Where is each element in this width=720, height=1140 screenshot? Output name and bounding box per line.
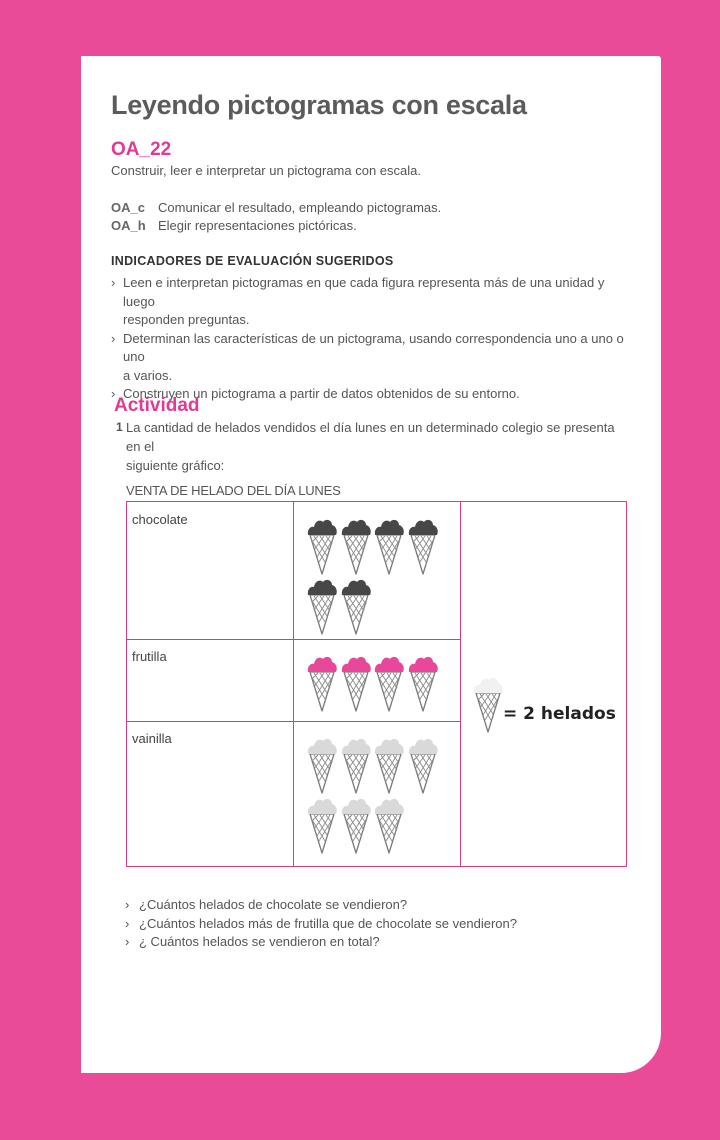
sub-objective-text: Comunicar el resultado, empleando pictogramas. (158, 200, 442, 215)
table-divider (460, 502, 461, 866)
ice-cream-cone-icon (374, 733, 404, 795)
activity-text-line: siguiente gráfico: (126, 458, 225, 473)
sub-objective-code: OA_h (111, 218, 146, 233)
ice-cream-cone-icon (374, 514, 404, 576)
table-divider (293, 502, 294, 866)
objective-description: Construir, leer e interpretar un pictograma con escala. (111, 163, 421, 178)
ice-cream-cone-icon (408, 733, 438, 795)
ice-cream-cone-icon (473, 672, 503, 734)
indicator-item (111, 330, 631, 386)
table-divider (127, 721, 460, 722)
ice-cream-cone-icon (408, 514, 438, 576)
bullet-icon: › (125, 897, 130, 912)
chart-title: VENTA DE HELADO DEL DÍA LUNES (126, 483, 341, 498)
question-text: ¿Cuántos helados más de frutilla que de chocolate se vendieron? (139, 915, 517, 931)
ice-cream-cone-icon (307, 514, 337, 576)
bullet-icon: › (111, 386, 116, 401)
activity-number: 1 (116, 420, 123, 434)
bullet-icon: › (125, 915, 130, 931)
sub-objective-row (111, 218, 357, 233)
table-divider (127, 639, 460, 640)
indicators-list (111, 274, 631, 404)
scale-key-text: = 2 helados (503, 704, 616, 724)
indicator-text: a varios. (123, 367, 173, 383)
ice-cream-cone-icon (307, 651, 337, 713)
question-item (125, 896, 517, 915)
activity-heading: Actividad (114, 395, 200, 416)
sub-objective-row (111, 200, 441, 215)
question-text: ¿Cuántos helados de chocolate se vendieron? (139, 897, 408, 912)
question-item (125, 915, 517, 934)
question-text: ¿ Cuántos helados se vendieron en total? (139, 934, 380, 949)
ice-cream-cone-icon (307, 793, 337, 855)
sub-objective-text: Elegir representaciones pictóricas. (158, 218, 357, 233)
ice-cream-cone-icon (307, 733, 337, 795)
ice-cream-cone-icon (374, 651, 404, 713)
ice-cream-cone-icon (341, 733, 371, 795)
ice-cream-cone-icon (307, 574, 337, 636)
category-label-chocolate: chocolate (132, 512, 188, 527)
indicator-item (111, 274, 631, 330)
category-label-vainilla: vainilla (132, 731, 172, 746)
pictogram-table (126, 501, 627, 867)
page-title: Leyendo pictogramas con escala (111, 90, 527, 120)
bullet-icon: › (111, 330, 116, 346)
indicator-text: Determinan las características de un pictograma, usando correspondencia uno a uno o uno (123, 330, 624, 364)
indicator-text: responden preguntas. (123, 312, 250, 327)
bullet-icon: › (125, 934, 130, 949)
question-item (125, 933, 517, 952)
objective-code: OA_22 (111, 139, 172, 160)
ice-cream-cone-icon (408, 651, 438, 713)
indicators-heading: INDICADORES DE EVALUACIÓN SUGERIDOS (111, 254, 394, 268)
indicator-text: Leen e interpretan pictogramas en que cada figura representa más de una unidad y luego (123, 275, 605, 309)
ice-cream-cone-icon (341, 651, 371, 713)
activity-text (126, 418, 631, 475)
ice-cream-cone-icon (341, 514, 371, 576)
worksheet-page (81, 56, 661, 1073)
ice-cream-cone-icon (374, 793, 404, 855)
category-label-frutilla: frutilla (132, 649, 167, 664)
ice-cream-cone-icon (341, 574, 371, 636)
sub-objective-code: OA_c (111, 200, 145, 215)
activity-text-line: La cantidad de helados vendidos el día lunes en un determinado colegio se presenta en el (126, 420, 615, 454)
bullet-icon: › (111, 275, 116, 290)
ice-cream-cone-icon (341, 793, 371, 855)
questions-list (125, 896, 517, 952)
indicator-text: Construyen un pictograma a partir de datos obtenidos de su entorno. (123, 386, 520, 401)
